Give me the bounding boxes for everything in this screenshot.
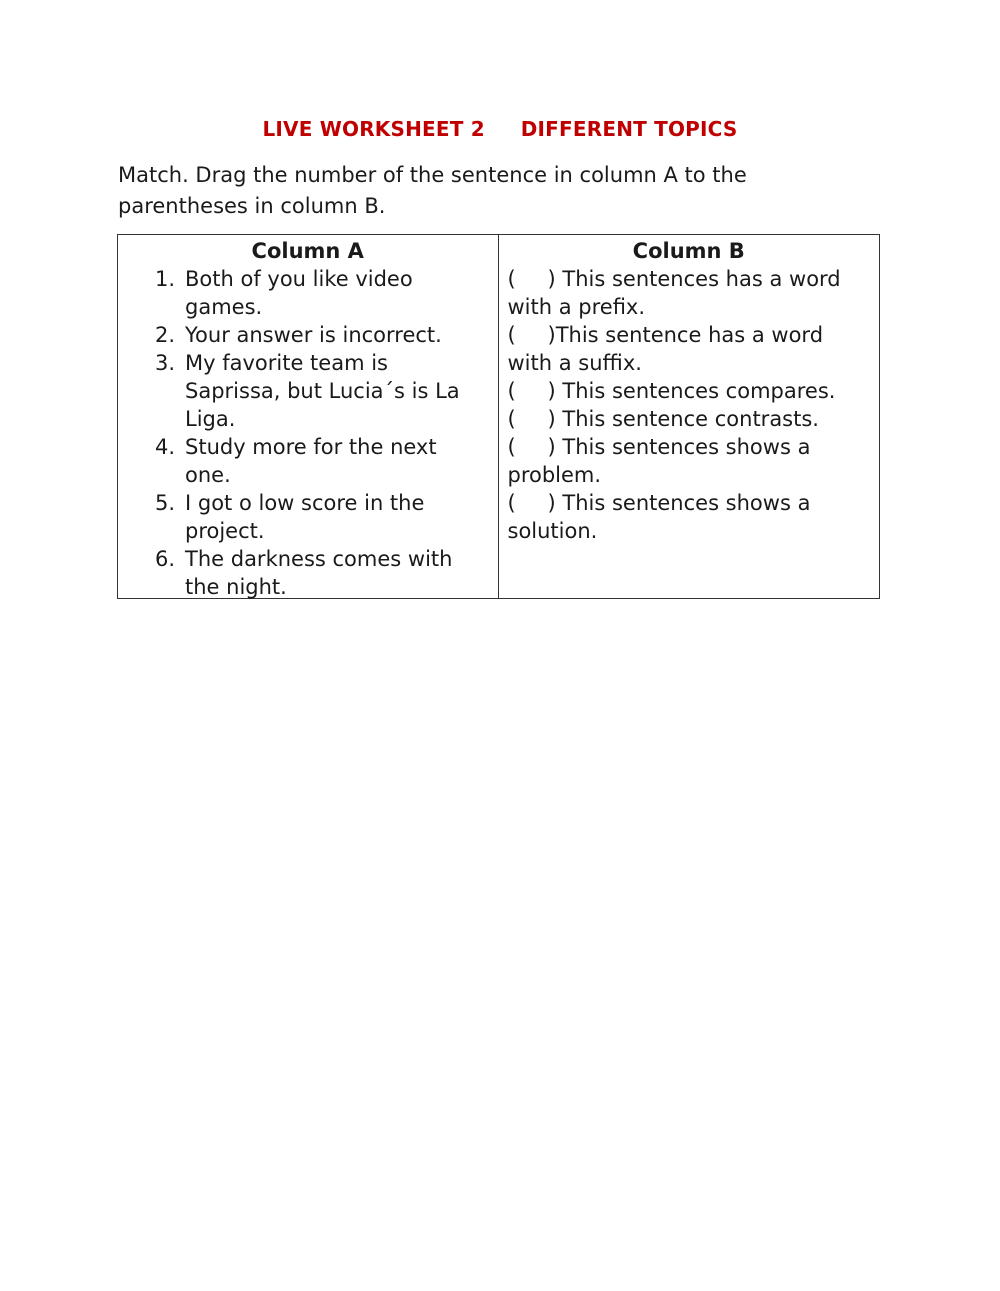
description-item xyxy=(508,377,872,405)
sentence-item[interactable] xyxy=(118,489,498,545)
drop-target-open-paren[interactable]: ( xyxy=(507,267,516,291)
drop-target-open-paren[interactable]: ( xyxy=(507,491,516,515)
drop-target-close-paren: ) xyxy=(547,267,556,291)
sentence-number[interactable]: 4. xyxy=(155,435,176,459)
sentence-text: Both of you like video games. xyxy=(185,267,413,319)
description-text: This sentence contrasts. xyxy=(555,407,819,431)
sentence-text: I got o low score in the project. xyxy=(185,491,425,543)
sentence-text: Study more for the next one. xyxy=(185,435,437,487)
sentence-item[interactable] xyxy=(118,433,498,489)
description-item xyxy=(508,433,872,489)
description-text: This sentences compares. xyxy=(555,379,836,403)
sentence-number[interactable]: 1. xyxy=(155,267,176,291)
column-b xyxy=(499,235,880,598)
sentence-number[interactable]: 3. xyxy=(155,351,176,375)
sentence-item[interactable] xyxy=(118,321,498,349)
column-b-header: Column B xyxy=(632,239,745,263)
drop-target-open-paren[interactable]: ( xyxy=(507,323,516,347)
description-text: This sentences shows a solution. xyxy=(507,491,811,543)
sentence-text: Your answer is incorrect. xyxy=(185,323,442,347)
description-text: This sentence has a word with a suffix. xyxy=(507,323,824,375)
description-item xyxy=(508,489,872,545)
description-item xyxy=(508,405,872,433)
drop-target-close-paren: ) xyxy=(547,379,556,403)
column-a-list xyxy=(118,265,498,601)
sentence-number[interactable]: 6. xyxy=(155,547,176,571)
drop-target-open-paren[interactable]: ( xyxy=(507,407,516,431)
sentence-item[interactable] xyxy=(118,545,498,601)
instructions-text: Match. Drag the number of the sentence in column A to the parentheses in column B. xyxy=(118,163,747,218)
drop-target-close-paren: ) xyxy=(547,323,556,347)
drop-target-open-paren[interactable]: ( xyxy=(507,379,516,403)
sentence-text: The darkness comes with the night. xyxy=(185,547,453,599)
sentence-number[interactable]: 2. xyxy=(155,323,176,347)
drop-target-close-paren: ) xyxy=(547,491,556,515)
sentence-item[interactable] xyxy=(118,265,498,321)
description-item xyxy=(508,321,872,377)
worksheet-title: LIVE WORKSHEET 2 DIFFERENT TOPICS xyxy=(262,117,738,141)
column-a xyxy=(118,235,499,598)
drop-target-open-paren[interactable]: ( xyxy=(507,435,516,459)
drop-target-close-paren: ) xyxy=(547,407,556,431)
sentence-number[interactable]: 5. xyxy=(155,491,176,515)
column-b-list xyxy=(499,265,880,545)
description-text: This sentences shows a problem. xyxy=(507,435,811,487)
sentence-item[interactable] xyxy=(118,349,498,433)
sentence-text: My favorite team is Saprissa, but Lucia´s is La Liga. xyxy=(185,351,460,431)
description-text: This sentences has a word with a prefix. xyxy=(507,267,841,319)
description-item xyxy=(508,265,872,321)
column-a-header: Column A xyxy=(251,239,364,263)
matching-table xyxy=(117,234,880,599)
drop-target-close-paren: ) xyxy=(547,435,556,459)
